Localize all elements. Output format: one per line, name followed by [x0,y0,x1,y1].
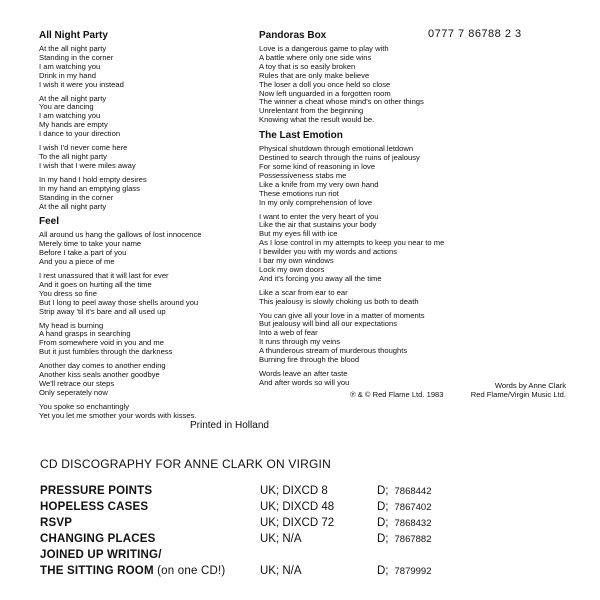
album-name: HOPELESS CASES [40,501,149,513]
song-title: The Last Emotion [259,130,343,142]
lyric-line: A battle where only one side wins [259,52,372,62]
lyric-line: My head is burning [39,320,104,330]
lyric-line: The winner a cheat whose mind's on other things [259,97,424,107]
song-block [39,216,259,420]
lyric-line: This jealousy is slowly choking us both to death [259,296,419,306]
lyric-line: The loser a doll you once held so close [259,79,391,89]
lyric-line: And it goes on hurting all the time [39,279,152,289]
lyric-line: In my only comprehension of love [259,197,373,207]
d-catalog [377,517,431,529]
lyric-line: At the all night party [39,93,107,103]
uk-catalog: UK; N/A [260,533,302,545]
lyric-line: Burning fire through the blood [259,355,360,365]
d-number: 7867882 [394,534,432,545]
discography-heading: CD DISCOGRAPHY FOR ANNE CLARK ON VIRGIN [40,457,331,471]
song-title: Feel [39,216,60,228]
lyric-line: Drink in my hand [39,70,96,80]
copyright-line: ℗ & © Red Flame Ltd. 1983 [350,390,444,399]
lyric-line: Into a web of fear [259,328,318,338]
song-title: All Night Party [39,30,108,41]
lyric-line: Another kiss seals another goodbye [39,370,160,380]
lyric-line: Only seperately now [39,387,108,397]
d-label: D; [377,517,389,529]
lyric-line: Now left unguarded in a forgotten room [259,88,391,98]
song-title: Pandoras Box [259,30,327,41]
lyric-line: Unrelentant from the beginning [259,106,364,116]
lyric-line: Rules that are only make believe [259,70,370,80]
lyric-line: Before I take a part of you [39,248,127,258]
discography-row [40,517,580,533]
lyric-line: In my hand an emptying glass [39,183,140,193]
d-number: 7867402 [394,502,432,513]
stanza [39,144,259,171]
stanza [259,289,559,307]
album-name: PRESSURE POINTS [40,485,153,497]
uk-catalog: UK; N/A [260,565,302,577]
lyric-line: A thunderous stream of murderous thoughts [259,346,408,356]
lyric-line: You are dancing [39,102,94,112]
stanza [259,213,559,284]
d-catalog [377,533,431,545]
lyric-line: For some kind of reasoning in love [259,161,376,171]
d-label: D; [377,485,389,497]
lyric-line: I am watching you [39,111,101,121]
stanza [39,45,259,90]
album-title [40,565,225,577]
lyric-line: Strip away 'til it's bare and all used up [39,306,166,316]
discography-row [40,565,580,581]
lyric-line: Knowing what the result would be. [259,115,375,125]
d-label: D; [377,533,389,545]
lyric-line: As I lose control in my attempts to keep you near to me [259,238,445,248]
lyric-line: We'll retrace our steps [39,379,115,388]
uk-catalog: UK; DIXCD 8 [260,485,328,497]
lyric-line: You can give all your love in a matter of moments [259,310,425,320]
publisher-line: Red Flame/Virgin Music Ltd. [470,390,566,399]
lyric-line: From somewhere void in you and me [39,338,164,348]
stanza [39,95,259,140]
discography-row [40,549,580,565]
lyrics-right-column [259,30,559,393]
lyrics-left-column [39,30,259,426]
lyric-line: And you a piece of me [39,257,115,267]
lyric-line: I am watching you [39,61,101,71]
song-block [39,30,259,211]
lyric-line: It runs through my veins [259,337,341,347]
lyric-line: At the all night party [39,44,107,53]
discography-row [40,533,580,549]
stanza [39,231,259,267]
lyric-line: Like the air that sustains your body [259,220,377,230]
d-catalog [377,565,431,577]
stanza [259,312,559,365]
discography-table [40,485,580,581]
album-title [40,533,155,545]
lyric-line: I bewilder you with my words and actions [259,247,398,257]
lyric-line: Physical shutdown through emotional letdown [259,144,414,154]
lyric-line: I want to enter the very heart of you [259,211,379,221]
lyric-line: And after words so will you [259,377,350,387]
d-number: 7868442 [394,486,432,497]
stanza [39,403,259,421]
lyric-line: A toy that is so easily broken [259,61,356,71]
words-by: Words by Anne Clark [494,381,566,390]
discography-row [40,501,580,517]
lyric-line: Another day comes to another ending [39,361,166,371]
catalog-number: 0777 7 86788 2 3 [428,28,522,40]
album-title [40,501,148,513]
lyric-line: I wish that I were miles away [39,160,136,170]
lyric-line: You dress so fine [39,288,97,298]
d-label: D; [377,565,389,577]
uk-catalog: UK; DIXCD 48 [260,501,335,513]
lyric-line: A hand grasps in searching [39,329,131,339]
d-number: 7879992 [394,566,432,577]
d-catalog [377,501,431,513]
lyric-line: All around us hang the gallows of lost innocence [39,230,202,240]
lyric-line: Yet you let me smother your words with kisses. [39,410,197,420]
lyric-line: Possessiveness stabs me [259,170,347,180]
lyric-line: My hands are empty [39,120,108,130]
lyric-line: Lock my own doors [259,264,325,274]
lyric-line: At the all night party [39,201,107,211]
lyric-line: You spoke so enchantingly [39,401,130,411]
album-name: JOINED UP WRITING/ [40,549,162,561]
lyric-line: And it's forcing you away all the time [259,273,382,283]
song-block [259,130,559,388]
lyric-line: Destined to search through the ruins of jealousy [259,153,420,163]
stanza [259,45,559,125]
lyric-line: But my eyes fill with ice [259,229,338,239]
song-block [259,30,559,125]
album-name: CHANGING PLACES [40,533,156,545]
stanza [39,272,259,317]
album-title [40,517,72,529]
lyric-line: Love is a dangerous game to play with [259,44,389,53]
stanza [39,362,259,398]
lyric-line: Standing in the corner [39,192,114,202]
album-note: (on one CD!) [157,565,226,577]
lyric-line: I wish it were you instead [39,79,124,89]
lyric-line: Like a knife from my very own hand [259,179,379,189]
lyric-line: I bar my own windows [259,256,334,266]
lyric-line: But I long to peel away those shells around you [39,297,199,307]
lyric-line: Standing in the corner [39,52,114,62]
stanza [39,322,259,358]
lyric-line: I rest unassured that it will last for ever [39,271,169,281]
lyric-line: To the all night party [39,151,107,161]
lyric-line: I wish I'd never come here [39,143,128,153]
lyric-line: These emotions run riot [259,188,339,198]
lyric-line: But it just fumbles through the darkness [39,347,173,357]
credits [350,381,566,399]
album-title [40,549,162,561]
album-name: THE SITTING ROOM [40,565,154,577]
lyric-line: In my hand I hold empty desires [39,174,147,184]
stanza [259,145,559,207]
lyric-line: Words leave an after taste [259,369,348,378]
discography-row [40,485,580,501]
d-number: 7868432 [394,518,432,529]
stanza [39,176,259,212]
d-label: D; [377,501,389,513]
lyric-line: But jealousy will bind all our expectations [259,319,398,329]
d-catalog [377,485,431,497]
lyric-line: Merely time to take your name [39,239,142,249]
lyric-line: Like a scar from ear to ear [259,287,348,297]
lyric-line: I dance to your direction [39,129,121,139]
album-title [40,485,152,497]
uk-catalog: UK; DIXCD 72 [260,517,335,529]
printed-in: Printed in Holland [190,420,269,431]
album-name: RSVP [40,517,73,529]
